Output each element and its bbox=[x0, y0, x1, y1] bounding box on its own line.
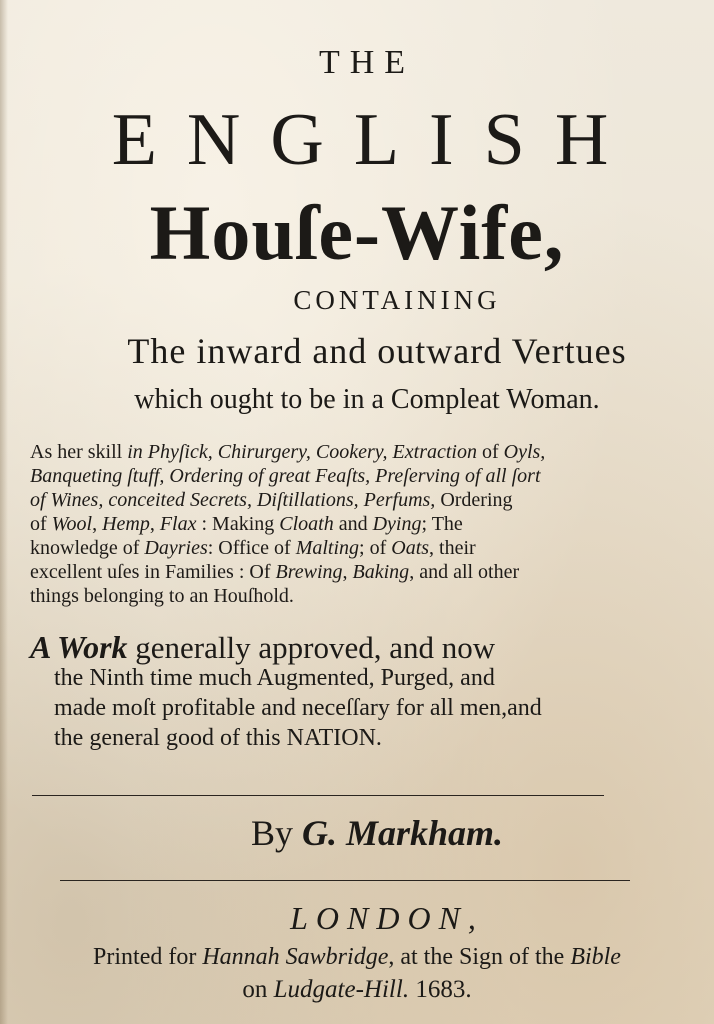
heading-the: THE bbox=[318, 44, 416, 81]
imprint-city: LONDON, bbox=[290, 900, 484, 936]
work-paragraph bbox=[30, 629, 610, 753]
imprint-line-2: on Ludgate-Hill. 1683. bbox=[242, 976, 472, 1003]
heading-english: ENGLISH bbox=[111, 99, 639, 181]
work-line-3: made moſt profitable and neceſſary for all men,and bbox=[54, 695, 542, 721]
heading-housewife: Houſe-Wife, bbox=[149, 189, 565, 276]
skills-line-2: Banqueting ſtuff, Ordering of great Feaſts, Preſerving of all ſort bbox=[30, 465, 541, 487]
heading-containing: CONTAINING bbox=[293, 285, 501, 315]
work-line-2: the Ninth time much Augmented, Purged, and bbox=[54, 665, 495, 691]
byline: By G. Markham. bbox=[250, 813, 504, 853]
work-line-4: the general good of this NATION. bbox=[54, 725, 382, 751]
skills-line-7: things belonging to an Houſhold. bbox=[30, 585, 294, 607]
skills-line-5: knowledge of Dayries: Office of Malting; of Oats, their bbox=[30, 537, 476, 559]
skills-line-6: excellent uſes in Families : Of Brewing, Baking, and all other bbox=[30, 561, 520, 583]
skills-paragraph bbox=[30, 440, 610, 608]
skills-line-3: of Wines, conceited Secrets, Diſtillations, Perfums, Ordering bbox=[30, 489, 513, 511]
imprint-line-1: Printed for Hannah Sawbridge, at the Sign of the Bible bbox=[93, 944, 621, 970]
skills-line-4: of Wool, Hemp, Flax : Making Cloath and Dying; The bbox=[30, 513, 463, 535]
divider-rule-bottom bbox=[60, 880, 630, 881]
skills-line-1: As her skill in Phyſick, Chirurgery, Cookery, Extraction of Oyls, bbox=[30, 441, 546, 463]
divider-rule-top bbox=[32, 795, 604, 796]
work-line-1: A Work generally approved, and now bbox=[30, 629, 496, 665]
vertues-line: The inward and outward Vertues bbox=[127, 331, 627, 371]
compleat-line: which ought to be in a Compleat Woman. bbox=[134, 384, 600, 415]
